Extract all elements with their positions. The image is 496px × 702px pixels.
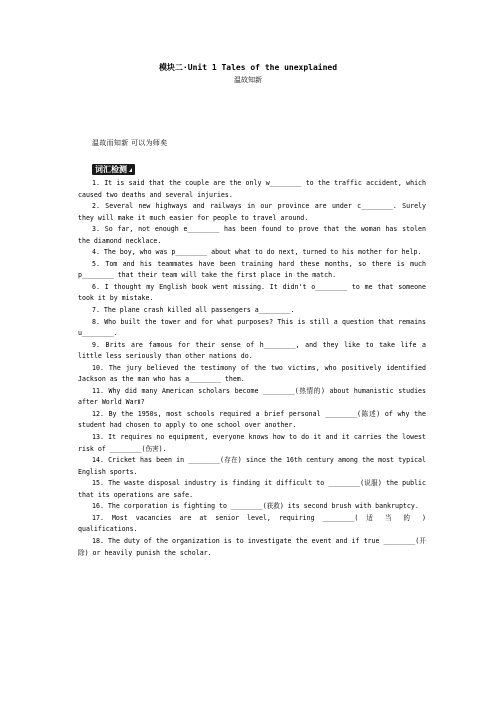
exercise-item: 18. The duty of the organization is to investigate the event and if true ________(开除) or heavily punish the scholar. [78, 536, 426, 557]
exercise-item: 4. The boy, who was p________ about what to do next, turned to his mother for help. [92, 248, 422, 257]
exercise-item: 5. Tom and his teammates have been training hard these months, so there is much p________ that their team will take the first place in the match. [78, 259, 426, 280]
exercise-item: 7. The plane crash killed all passengers a________. [92, 306, 295, 315]
exercise-item: 1. It is said that the couple are the only w________ to the traffic accident, which caused two deaths and several injuries. [78, 179, 426, 199]
section-label: 词汇检测 [95, 165, 127, 174]
exercise-item: 16. The corporation is fighting to ________(获救) its second brush with bankruptcy. [92, 502, 419, 511]
exercise-item: 6. I thought my English book went missing. It didn't o________ to me that someone took it by mistake. [78, 282, 426, 303]
page-title: 模块二·Unit 1 Tales of the unexplained [158, 63, 338, 72]
exercise-item: 8. Who built the tower and for what purposes? This is still a question that remains u________. [78, 317, 426, 338]
exercise-item: 14. Cricket has been in ________(存在) since the 16th century among the most typical English sports. [78, 456, 426, 476]
page-subtitle: 温故知新 [234, 76, 262, 84]
exercise-item: 12. By the 1950s, most schools required a brief personal ________(陈述) of why the student had chosen to apply to one school over another. [78, 409, 426, 430]
exercise-item: 13. It requires no equipment, everyone knows how to do it and it carries the lowest risk of ________(伤害). [78, 433, 426, 453]
exercise-item: 9. Brits are famous for their sense of h________, and they like to take life a little less seriously than other nations do. [78, 340, 426, 361]
exercise-item: 2. Several new highways and railways in our province are under c________. Surely they will make it much easier for people to travel around. [78, 202, 426, 222]
exercise-item: 11. Why did many American scholars become ________(热情的) about humanistic studies after World WarⅡ? [78, 386, 426, 407]
exercise-item: 17. Most vacancies are at senior level, requiring ________( 适 当 的 ) qualifications. [78, 513, 426, 534]
exercise-item: 10. The jury believed the testimony of the two victims, who positively identified Jackson as the man who has a________ them. [78, 363, 426, 384]
corner-arrow-icon [129, 168, 132, 172]
motto: 温故而知新 可以为师矣 [92, 139, 168, 147]
exercise-list [78, 178, 426, 559]
exercise-item: 15. The waste disposal industry is finding it difficult to ________(说服) the public that its operations are safe. [78, 479, 426, 499]
exercise-item: 3. So far, not enough e________ has been found to prove that the woman has stolen the diamond necklace. [78, 225, 426, 245]
section-label-badge [92, 164, 135, 175]
